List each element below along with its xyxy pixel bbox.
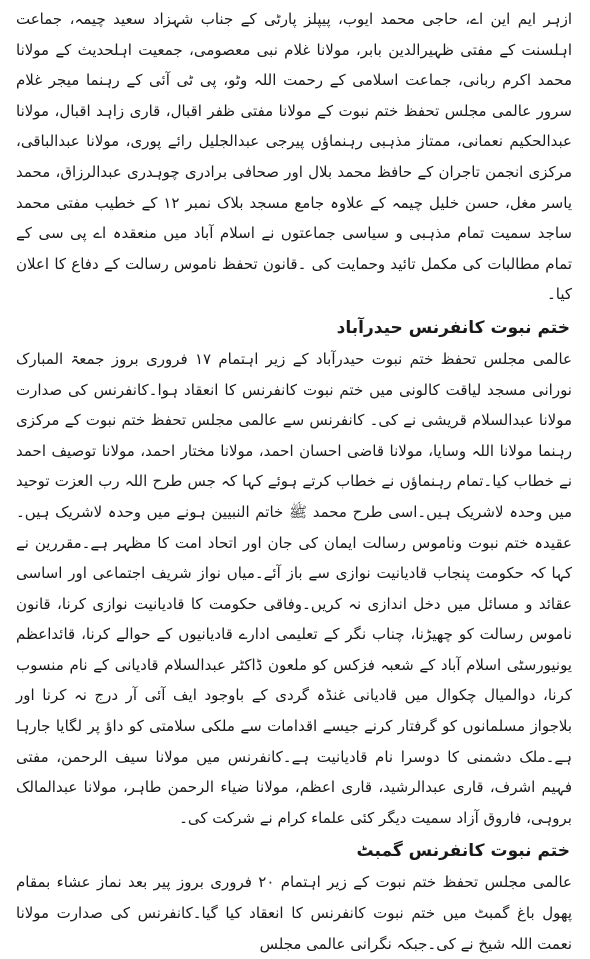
hyderabad-paragraph: عالمی مجلس تحفظ ختم نبوت حیدرآباد کے زیر اہتمام ۱۷ فروری بروز جمعۃ المبارک نورانی مسجد لیاقت کالونی میں ختم نبوت کانفرنس کا انعقاد ہوا۔کانفرنس کی صدارت مولانا عبدالسلام قریشی نے کی۔ کانفرنس سے عالمی مجلس تحفظ ختم نبوت کے مرکزی رہنما مولانا اللہ وسایا، مولانا قاضی احسان احمد، مولانا مختار احمد، مولانا توصیف احمد نے خطاب کیا۔تمام رہنماؤں نے خطاب کرتے ہوئے کہا کہ جس طرح اللہ رب العزت توحید میں وحدہ لاشریک ہیں۔اسی طرح محمد ﷺ خاتم النبیین ہونے میں وحدہ لاشریک ہیں۔عقیدہ ختم نبوت وناموس رسالت ایمان کی جان اور اتحاد امت کا مظہر ہے۔مقررین نے کہا کہ حکومت پنجاب قادیانیت نوازی سے باز آئے۔میاں نواز شریف اجتماعی اور اساسی عقائد و مسائل میں دخل اندازی نہ کریں۔وفاقی حکومت کا قادیانیت نوازی کرنا، قانون ناموس رسالت کو چھیڑنا، چناب نگر کے تعلیمی ادارے قادیانیوں کے حوالے کرنا، قائداعظم یونیورسٹی اسلام آباد کے شعبہ فزکس کو ملعون ڈاکٹر عبدالسلام قادیانی کے نام منسوب کرنا، دوالمیال چکوال میں قادیانی غنڈہ گردی کے باوجود ایف آئی آر درج نہ کرنا اور بلاجواز مسلمانوں کو گرفتار کرنے جیسے اقدامات سے ملکی سلامتی کو داؤ پر لگایا جارہا ہے۔ملک دشمنی کا دوسرا نام قادیانیت ہے۔کانفرنس میں مولانا سیف الرحمن، مفتی فہیم اشرف، قاری عبدالرشید، قاری اعظم، مولانا ضیاء الرحمن طاہر، مولانا عبدالمالک بروہی، فاروق آزاد سمیت دیگر کئی علماء کرام نے شرکت کی۔ <box>16 349 572 827</box>
section-heading-gambat: ختم نبوت کانفرنس گمبٹ <box>356 841 570 862</box>
gambat-paragraph: عالمی مجلس تحفظ ختم نبوت کے زیر اہتمام ۲۰ فروری بروز پیر بعد نماز عشاء بمقام پھول باغ گمبٹ میں ختم نبوت کانفرنس کا انعقاد کیا گیا۔کانفرنس کی صدارت مولانا نعمت اللہ شیخ نے کی۔جبکہ نگرانی عالمی مجلس <box>16 873 572 953</box>
intro-paragraph: ازہر ایم این اے، حاجی محمد ایوب، پیپلز پارٹی کے جناب شہزاد سعید چیمہ، جماعت اہلسنت کے مفتی ظہیرالدین بابر، مولانا غلام نبی معصومی، جمعیت اہلحدیث کے مولانا محمد اکرم ربانی، جماعت اسلامی کے رحمت اللہ وٹو، پی ٹی آئی کے رہنما میجر غلام سرور عالمی مجلس تحفظ ختم نبوت کے مولانا مفتی ظفر اقبال، قاری زاہد اقبال، مولانا عبدالحکیم نعمانی، ممتاز مذہبی رہنماؤں پیرجی عبدالجلیل رائے پوری، مولانا عبدالباقی، مرکزی انجمن تاجران کے حافظ محمد بلال اور صحافی برادری چوہدری عبدالرزاق، محمد یاسر مغل، حسن خلیل چیمہ کے علاوہ جامع مسجد بلاک نمبر ۱۲ کے خطیب مفتی محمد ساجد سمیت تمام مذہبی و سیاسی جماعتوں نے اسلام آباد میں منعقدہ اے پی سی کے تمام مطالبات کی مکمل تائید وحمایت کی ۔قانون تحفظ ناموس رسالت کے دفاع کا اعلان کیا۔ <box>16 10 572 304</box>
section-heading-hyderabad: ختم نبوت کانفرنس حیدرآباد <box>336 317 570 338</box>
